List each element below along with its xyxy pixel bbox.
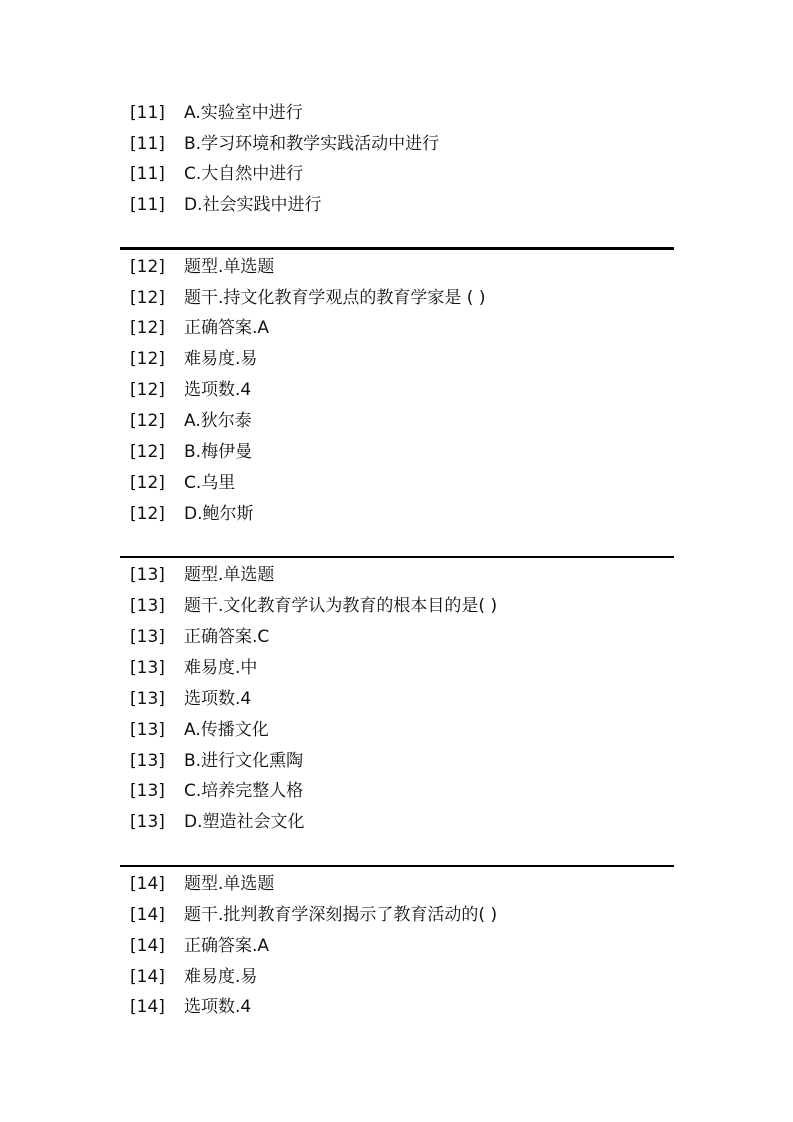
- line-row: [130, 100, 303, 126]
- line-row: [130, 254, 274, 280]
- line-row: [130, 778, 303, 804]
- line-row: [130, 192, 322, 218]
- option-count: 选项数.4: [184, 380, 252, 400]
- question-number: [12]: [130, 318, 165, 338]
- question-type: 题型.单选题: [184, 257, 275, 277]
- question-number: [14]: [130, 874, 165, 894]
- line-row: [130, 285, 485, 311]
- question-type: 题型.单选题: [184, 565, 275, 585]
- line-row: [130, 902, 497, 928]
- difficulty: 难易度.易: [184, 349, 258, 369]
- question-number: [14]: [130, 967, 165, 987]
- question-number: [13]: [130, 812, 165, 832]
- line-row: [130, 131, 439, 157]
- line-row: [130, 933, 269, 959]
- line-row: [130, 964, 257, 990]
- option-c: C.培养完整人格: [184, 781, 304, 801]
- question-number: [13]: [130, 751, 165, 771]
- option-a: A.实验室中进行: [184, 103, 303, 123]
- line-row: [130, 994, 251, 1020]
- line-row: [130, 501, 254, 527]
- option-d: D.鲍尔斯: [184, 504, 254, 524]
- line-row: [130, 346, 257, 372]
- question-type: 题型.单选题: [184, 874, 275, 894]
- line-row: [130, 315, 269, 341]
- question-number: [12]: [130, 349, 165, 369]
- option-d: D.社会实践中进行: [184, 195, 322, 215]
- question-number: [12]: [130, 288, 165, 308]
- question-number: [13]: [130, 720, 165, 740]
- line-row: [130, 717, 269, 743]
- option-c: C.大自然中进行: [184, 164, 304, 184]
- question-number: [13]: [130, 689, 165, 709]
- section-divider: [120, 865, 674, 867]
- question-stem: 题干.批判教育学深刻揭示了教育活动的( ): [184, 905, 498, 925]
- question-number: [14]: [130, 936, 165, 956]
- question-stem: 题干.持文化教育学观点的教育学家是 ( ): [184, 288, 486, 308]
- question-number: [11]: [130, 164, 165, 184]
- difficulty: 难易度.中: [184, 658, 258, 678]
- question-number: [12]: [130, 257, 165, 277]
- line-row: [130, 748, 303, 774]
- option-count: 选项数.4: [184, 689, 252, 709]
- line-row: [130, 593, 497, 619]
- question-stem: 题干.文化教育学认为教育的根本目的是( ): [184, 596, 498, 616]
- option-b: B.进行文化熏陶: [184, 751, 304, 771]
- question-number: [11]: [130, 103, 165, 123]
- line-row: [130, 871, 274, 897]
- question-number: [12]: [130, 442, 165, 462]
- option-b: B.梅伊曼: [184, 442, 253, 462]
- question-number: [13]: [130, 565, 165, 585]
- difficulty: 难易度.易: [184, 967, 258, 987]
- line-row: [130, 562, 274, 588]
- line-row: [130, 686, 251, 712]
- option-b: B.学习环境和教学实践活动中进行: [184, 134, 440, 154]
- line-row: [130, 655, 257, 681]
- question-number: [12]: [130, 504, 165, 524]
- question-number: [12]: [130, 473, 165, 493]
- line-row: [130, 809, 305, 835]
- line-row: [130, 624, 269, 650]
- line-row: [130, 408, 252, 434]
- correct-answer: 正确答案.A: [184, 318, 270, 338]
- question-number: [14]: [130, 905, 165, 925]
- question-number: [13]: [130, 627, 165, 647]
- option-a: A.狄尔泰: [184, 411, 252, 431]
- option-d: D.塑造社会文化: [184, 812, 305, 832]
- correct-answer: 正确答案.C: [184, 627, 270, 647]
- section-divider: [120, 247, 674, 250]
- question-number: [11]: [130, 195, 165, 215]
- question-number: [12]: [130, 380, 165, 400]
- option-count: 选项数.4: [184, 997, 252, 1017]
- line-row: [130, 439, 252, 465]
- option-a: A.传播文化: [184, 720, 269, 740]
- question-number: [14]: [130, 997, 165, 1017]
- question-number: [13]: [130, 658, 165, 678]
- line-row: [130, 377, 251, 403]
- option-c: C.乌里: [184, 473, 236, 493]
- line-row: [130, 161, 303, 187]
- correct-answer: 正确答案.A: [184, 936, 270, 956]
- question-number: [13]: [130, 781, 165, 801]
- line-row: [130, 470, 235, 496]
- section-divider: [120, 556, 674, 558]
- question-number: [11]: [130, 134, 165, 154]
- question-number: [12]: [130, 411, 165, 431]
- question-number: [13]: [130, 596, 165, 616]
